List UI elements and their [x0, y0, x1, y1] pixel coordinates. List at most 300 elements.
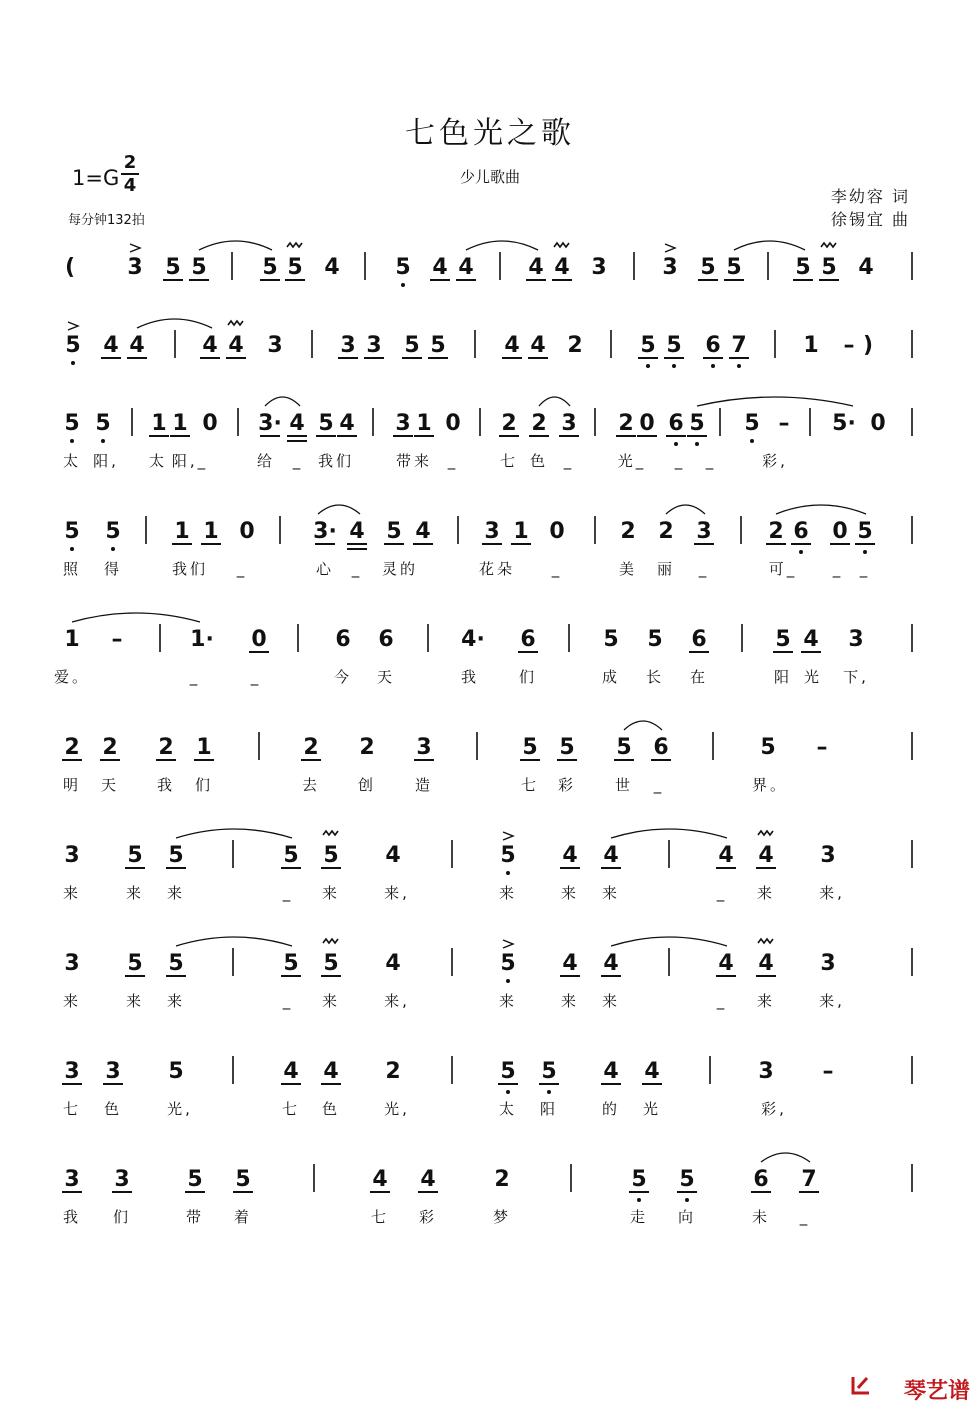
note: 4 [385, 843, 401, 868]
lyric: 来 [498, 884, 518, 902]
note: 3 [64, 951, 80, 976]
note: 5· [832, 411, 856, 436]
note: – [816, 735, 828, 760]
note: 4 [103, 333, 119, 358]
lyric: 色 [321, 1100, 341, 1118]
lyric: 造 [414, 776, 434, 794]
note: 2 [501, 411, 517, 436]
lyric: 光 [642, 1100, 662, 1118]
note: 4 [323, 1059, 339, 1084]
lyric: _ [189, 668, 201, 686]
lyric: 来 [756, 884, 776, 902]
mordent-mark [287, 243, 302, 247]
note: 6 [793, 519, 809, 544]
slur [776, 505, 866, 514]
note: 5 [323, 951, 339, 976]
lyric: 梦 [492, 1208, 512, 1226]
note: 0 [832, 519, 848, 544]
lyric: 太 [62, 452, 82, 470]
note: 6 [705, 333, 721, 358]
note: 4 [385, 951, 401, 976]
note: 2 [102, 735, 118, 760]
note: 3 [820, 951, 836, 976]
octave-dot [863, 550, 867, 554]
slur [176, 937, 292, 946]
time-signature-top: 2 [123, 152, 137, 173]
lyric: 彩 [418, 1208, 438, 1226]
note: 3 [366, 333, 382, 358]
lyric: 太 [498, 1100, 518, 1118]
lyric: _ [799, 1208, 811, 1226]
lyric: _ [250, 668, 262, 686]
note: 3 [848, 627, 864, 652]
lyric: 七 [499, 452, 519, 470]
note: 5 [65, 333, 81, 358]
note: 1· [190, 627, 214, 652]
note: – [111, 627, 123, 652]
note: 5 [666, 333, 682, 358]
lyric: _ [705, 452, 717, 470]
accent-mark [503, 832, 513, 840]
note: 3 [758, 1059, 774, 1084]
note: 5 [318, 411, 334, 436]
note: 5 [95, 411, 111, 436]
mordent-mark [758, 939, 773, 943]
slur [265, 397, 300, 406]
note: 1 [803, 333, 819, 358]
lyric: 向 [677, 1208, 697, 1226]
note: 3 [662, 255, 678, 280]
lyric: 来, [384, 992, 410, 1010]
note: 4 [289, 411, 305, 436]
note: 3 [340, 333, 356, 358]
note: 0 [239, 519, 255, 544]
note: 5 [700, 255, 716, 280]
octave-dot [506, 1090, 510, 1094]
note: 5 [647, 627, 663, 652]
lyric: 创 [357, 776, 377, 794]
note: 4· [461, 627, 485, 652]
note: 4 [644, 1059, 660, 1084]
note: 5 [323, 843, 339, 868]
lyricist-credit: 李幼容 词 [830, 187, 910, 206]
lyric: 成 [601, 668, 621, 686]
note: 2 [567, 333, 583, 358]
note: 4 [758, 843, 774, 868]
lyric: 在 [689, 668, 709, 686]
note: 1 [151, 411, 167, 436]
note: 5 [105, 519, 121, 544]
note: 5 [64, 519, 80, 544]
note: 5 [165, 255, 181, 280]
note: 5 [395, 255, 411, 280]
note: 4 [858, 255, 874, 280]
accent-mark [503, 940, 513, 948]
lyric: 美 [618, 560, 638, 578]
watermark-logo: 琴艺谱 [903, 1379, 970, 1404]
slur [624, 721, 662, 730]
note: 0 [251, 627, 267, 652]
note: 1 [172, 411, 188, 436]
note: 4 [228, 333, 244, 358]
note: 4 [758, 951, 774, 976]
note: 6 [668, 411, 684, 436]
note: 5 [127, 843, 143, 868]
note: 4 [803, 627, 819, 652]
note: 2 [64, 735, 80, 760]
note: 4 [202, 333, 218, 358]
note: 4 [415, 519, 431, 544]
slur [761, 1153, 810, 1162]
octave-dot [70, 439, 74, 443]
note: 5 [500, 843, 516, 868]
note: 5 [168, 951, 184, 976]
note: 4 [349, 519, 365, 544]
time-signature-bottom: 4 [123, 175, 137, 196]
lyric: 得 [103, 560, 123, 578]
note: 2 [359, 735, 375, 760]
note: 5 [640, 333, 656, 358]
lyric: 来 [166, 992, 186, 1010]
lyric: 们 [112, 1208, 132, 1226]
lyric: 彩, [762, 452, 788, 470]
note: 4 [562, 951, 578, 976]
lyric: 带 [185, 1208, 205, 1226]
note: 0 [639, 411, 655, 436]
note: 5 [821, 255, 837, 280]
note: 1 [174, 519, 190, 544]
lyric: 可_ [768, 560, 798, 578]
lyric: 来 [321, 992, 341, 1010]
lyric: 来 [560, 992, 580, 1010]
lyric: 今 [333, 668, 353, 686]
lyric: 阳 [773, 668, 793, 686]
note: 1 [416, 411, 432, 436]
note: 5 [168, 1059, 184, 1084]
lyric: 光_ [617, 452, 647, 470]
lyric: 阳, [93, 452, 119, 470]
lyric: 天 [376, 668, 396, 686]
note: 5 [430, 333, 446, 358]
lyric: _ [351, 560, 363, 578]
octave-dot [506, 979, 510, 983]
lyric: 灵的 [381, 560, 419, 578]
note: 5 [760, 735, 776, 760]
note: – [778, 411, 790, 436]
octave-dot [637, 1198, 641, 1202]
note: 3 [64, 1059, 80, 1084]
accent-mark [68, 322, 78, 330]
note: 2 [385, 1059, 401, 1084]
slur [666, 505, 705, 514]
note: 6 [653, 735, 669, 760]
slur [539, 397, 570, 406]
lyric: 我们 [171, 560, 209, 578]
lyric: _ [653, 776, 665, 794]
accent-mark [130, 244, 140, 252]
octave-dot [737, 364, 741, 368]
note: ( [64, 255, 76, 280]
note: 3 [416, 735, 432, 760]
octave-dot [111, 547, 115, 551]
mordent-mark [554, 243, 569, 247]
lyric: _ [563, 452, 575, 470]
note: 5 [187, 1167, 203, 1192]
slur [137, 319, 212, 328]
lyric: 来 [601, 992, 621, 1010]
accent-mark [665, 244, 675, 252]
lyric: 长 [645, 668, 665, 686]
note: 4 [530, 333, 546, 358]
note: 6 [335, 627, 351, 652]
note: 4 [504, 333, 520, 358]
note: 3 [267, 333, 283, 358]
lyric: 走 [629, 1208, 649, 1226]
note: 7 [731, 333, 747, 358]
note: 4 [324, 255, 340, 280]
lyric: 七 [62, 1100, 82, 1118]
lyric: 彩, [761, 1100, 787, 1118]
lyric: 我 [156, 776, 176, 794]
note: 5 [726, 255, 742, 280]
note: 5 [64, 411, 80, 436]
note: 3 [561, 411, 577, 436]
lyric: 照 [62, 560, 82, 578]
lyric: 来 [125, 884, 145, 902]
octave-dot [711, 364, 715, 368]
note: 4 [420, 1167, 436, 1192]
lyric: 光 [803, 668, 823, 686]
note: 4 [603, 843, 619, 868]
lyric: 我 [460, 668, 480, 686]
note: 2 [494, 1167, 510, 1192]
lyric: 来, [819, 884, 845, 902]
lyric: 下, [843, 668, 869, 686]
octave-dot [547, 1090, 551, 1094]
note: 2 [658, 519, 674, 544]
note: 5 [559, 735, 575, 760]
note: 3· [313, 519, 337, 544]
lyric: 七 [520, 776, 540, 794]
octave-dot [71, 361, 75, 365]
octave-dot [672, 364, 676, 368]
note: 4 [528, 255, 544, 280]
note: 2 [618, 411, 634, 436]
mordent-mark [323, 939, 338, 943]
subtitle: 少儿歌曲 [459, 168, 520, 186]
slur [466, 241, 538, 250]
lyric: 彩 [557, 776, 577, 794]
lyric: 来 [62, 992, 82, 1010]
lyric: 我 [62, 1208, 82, 1226]
lyric: 太 [148, 452, 168, 470]
octave-dot [646, 364, 650, 368]
note: 5 [262, 255, 278, 280]
slur [318, 505, 360, 514]
note: 5 [795, 255, 811, 280]
note: 3 [395, 411, 411, 436]
note: 5 [168, 843, 184, 868]
lyric: _ [282, 884, 294, 902]
mordent-mark [323, 831, 338, 835]
slur [611, 829, 727, 838]
octave-dot [101, 439, 105, 443]
note: 1 [64, 627, 80, 652]
note: – [843, 333, 855, 358]
note: 6 [378, 627, 394, 652]
slur [697, 397, 853, 406]
note: 5 [500, 951, 516, 976]
octave-dot [799, 550, 803, 554]
note: 5 [287, 255, 303, 280]
note: 0 [870, 411, 886, 436]
note: 2 [158, 735, 174, 760]
lyric: 我们 [317, 452, 355, 470]
note: 5 [775, 627, 791, 652]
note: 4 [283, 1059, 299, 1084]
logo-icon [850, 1374, 872, 1396]
note: 4 [718, 951, 734, 976]
lyric: 丽 [656, 560, 676, 578]
note: 1 [203, 519, 219, 544]
lyric: 来, [384, 884, 410, 902]
note: 5 [191, 255, 207, 280]
note: 5 [603, 627, 619, 652]
lyric: 来 [62, 884, 82, 902]
note: 3 [484, 519, 500, 544]
note: 3 [696, 519, 712, 544]
note: 0 [549, 519, 565, 544]
lyric: _ [236, 560, 248, 578]
lyric: 花朵 [478, 560, 516, 578]
note: 3 [105, 1059, 121, 1084]
note: 3 [114, 1167, 130, 1192]
lyric: 色 [103, 1100, 123, 1118]
note: 5 [616, 735, 632, 760]
lyric: 明 [62, 776, 82, 794]
lyric: 来 [321, 884, 341, 902]
note: 5 [744, 411, 760, 436]
lyric: _ [698, 560, 710, 578]
lyric: 色 [529, 452, 549, 470]
lyric: 带来 [395, 452, 433, 470]
note: 3· [258, 411, 282, 436]
lyric: 世 [614, 776, 634, 794]
composer-credit: 徐锡宜 曲 [830, 210, 910, 229]
slur [611, 937, 727, 946]
note: 4 [458, 255, 474, 280]
note: 0 [202, 411, 218, 436]
lyric: 界。 [751, 776, 789, 794]
note: 3 [820, 843, 836, 868]
note: 5 [404, 333, 420, 358]
lyric: _ [282, 992, 294, 1010]
note: 3 [64, 843, 80, 868]
note: 7 [801, 1167, 817, 1192]
octave-dot [685, 1198, 689, 1202]
lyric: _ [716, 992, 728, 1010]
lyric: _ [674, 452, 686, 470]
note: 5 [631, 1167, 647, 1192]
lyric: 七 [281, 1100, 301, 1118]
slur [734, 241, 805, 250]
lyric: 未 [751, 1208, 771, 1226]
note: 5 [283, 843, 299, 868]
mordent-mark [821, 243, 836, 247]
lyric: _ [447, 452, 459, 470]
note: 4 [603, 1059, 619, 1084]
note: – [822, 1059, 834, 1084]
lyric: 来 [560, 884, 580, 902]
note: 1 [513, 519, 529, 544]
key-signature: 1=G [72, 166, 120, 190]
lyric: 心 [315, 560, 335, 578]
lyric: 来 [601, 884, 621, 902]
note: 5 [235, 1167, 251, 1192]
lyric: 们 [518, 668, 538, 686]
mordent-mark [758, 831, 773, 835]
note: 4 [339, 411, 355, 436]
note: 2 [303, 735, 319, 760]
lyric: 天 [100, 776, 120, 794]
octave-dot [401, 283, 405, 287]
lyric: _ [292, 452, 304, 470]
note: 4 [562, 843, 578, 868]
lyric: 们 [194, 776, 214, 794]
note: ) [862, 333, 874, 358]
note: 3 [127, 255, 143, 280]
octave-dot [750, 439, 754, 443]
note: 4 [718, 843, 734, 868]
lyric: _ [716, 884, 728, 902]
note: 5 [283, 951, 299, 976]
mordent-mark [228, 321, 243, 325]
lyric: 来 [498, 992, 518, 1010]
note: 5 [386, 519, 402, 544]
lyric: 阳,_ [171, 452, 209, 470]
lyric: 阳 [539, 1100, 559, 1118]
lyric: 光, [384, 1100, 410, 1118]
lyric: _ [859, 560, 871, 578]
note: 5 [679, 1167, 695, 1192]
note: 2 [531, 411, 547, 436]
lyric: 光, [167, 1100, 193, 1118]
note: 6 [753, 1167, 769, 1192]
note: 6 [691, 627, 707, 652]
lyric: 来 [166, 884, 186, 902]
octave-dot [70, 547, 74, 551]
slur [199, 241, 272, 250]
note: 5 [522, 735, 538, 760]
lyric: 爱。 [53, 668, 91, 686]
note: 3 [64, 1167, 80, 1192]
tempo-marking: 每分钟132拍 [68, 213, 145, 228]
slur [72, 613, 200, 622]
octave-dot [695, 442, 699, 446]
lyric: 来 [125, 992, 145, 1010]
note: 2 [768, 519, 784, 544]
lyric: 着 [233, 1208, 253, 1226]
lyric: 来, [819, 992, 845, 1010]
lyric: _ [832, 560, 844, 578]
note: 1 [196, 735, 212, 760]
lyric: 的 [601, 1100, 621, 1118]
note: 4 [432, 255, 448, 280]
lyric: 来 [756, 992, 776, 1010]
lyric: _ [551, 560, 563, 578]
note: 5 [127, 951, 143, 976]
slur [176, 829, 292, 838]
